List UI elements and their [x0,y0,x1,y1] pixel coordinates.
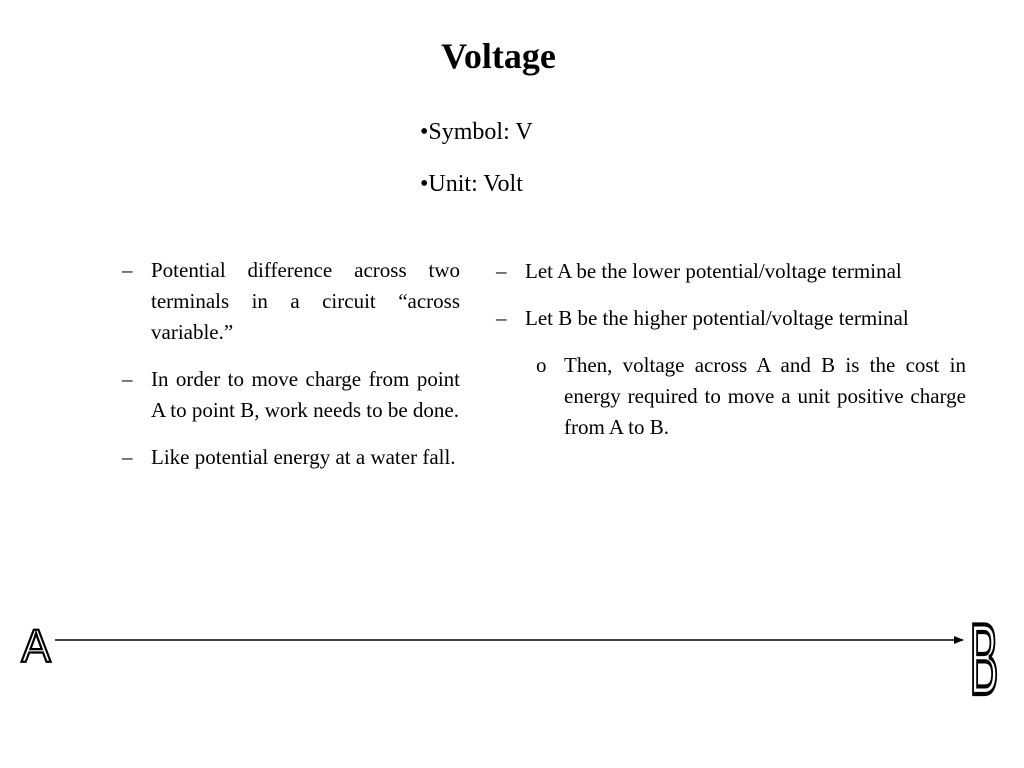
left-column [122,255,460,489]
voltage-diagram [0,590,1024,710]
terminal-a-label: A [21,620,51,673]
list-item-text: Potential difference across two terminals in a circuit “across variable.” [151,258,460,344]
sub-list-item-text: Then, voltage across A and B is the cost in energy required to move a unit positive charge from A to B. [564,353,966,439]
dash-bullet: – [122,367,133,391]
quantity-info [420,116,533,220]
dash-bullet: – [122,445,133,469]
list-item [496,303,966,334]
list-item [496,256,966,287]
list-item [122,364,460,426]
list-item-text: Like potential energy at a water fall. [151,445,456,469]
circle-bullet: o [536,353,547,377]
list-item-text: Let A be the lower potential/voltage terminal [525,259,902,283]
sub-list-item [536,350,966,443]
list-item [122,255,460,348]
unit-line: •Unit: Volt [420,171,523,197]
terminal-b-label: B [969,601,999,710]
dash-bullet: – [496,259,507,283]
list-item-text: In order to move charge from point A to point B, work needs to be done. [151,367,460,422]
right-column [496,256,966,443]
slide-title: Voltage [441,36,556,76]
dash-bullet: – [496,306,507,330]
dash-bullet: – [122,258,133,282]
list-item-text: Let B be the higher potential/voltage terminal [525,306,909,330]
list-item [122,442,460,473]
symbol-line: •Symbol: V [420,119,533,145]
